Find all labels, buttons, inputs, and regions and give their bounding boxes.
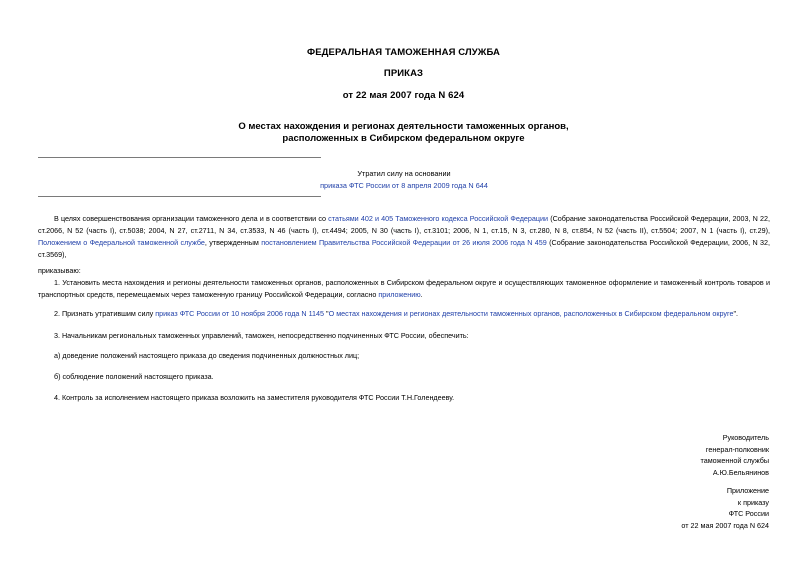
- document-title: [0, 121, 807, 145]
- order-item-3a: а) доведение положений настоящего приказа до сведения подчиненных должностных лиц;: [54, 351, 360, 360]
- item1-text: 1. Установить места нахождения и регионы деятельности таможенных органов, расположенных в Сибирском федеральном округе и осуществляющих таможенное оформление и таможенный контроль товаров и транспортных средств, перемещаемых через таможенную границу Российской Федерации, согласно: [38, 278, 770, 299]
- preamble-paragraph: [38, 213, 770, 261]
- signer-name: А.Ю.Бельянинов: [712, 467, 769, 477]
- top-divider: [38, 157, 321, 158]
- fts-regulation-link[interactable]: Положением о Федеральной таможенной службе: [38, 238, 205, 247]
- title-line-2: расположенных в Сибирском федеральном округе: [282, 133, 525, 144]
- signer-service: таможенной службы: [700, 456, 769, 465]
- appendix-reference: [569, 485, 769, 531]
- item1-end: .: [420, 290, 423, 299]
- customs-code-link[interactable]: статьями 402 и 405 Таможенного кодекса Российской Федерации: [328, 214, 549, 223]
- appendix-date: от 22 мая 2007 года N 624: [681, 520, 769, 530]
- item2-mid: ": [324, 309, 329, 318]
- repealed-order-title-link[interactable]: О местах нахождения и регионах деятельности таможенных органов, расположенных в Сибирском федеральном округе: [328, 309, 734, 318]
- status-note: [318, 168, 490, 192]
- preamble-text-4: (Собрание законодательства Российской Федерации, 2006, N 32, ст.3569),: [38, 238, 770, 259]
- signer-position: Руководитель: [722, 433, 769, 442]
- appendix-link[interactable]: приложению: [378, 290, 421, 299]
- preamble-text-3: , утвержденным: [204, 238, 262, 247]
- appendix-label: Приложение: [726, 486, 769, 495]
- appendix-agency: ФТС России: [728, 509, 769, 518]
- item2-end: ".: [733, 309, 739, 318]
- order-item-4: 4. Контроль за исполнением настоящего приказа возложить на заместителя руководителя ФТС России Т.Н.Голендееву.: [54, 393, 455, 402]
- doc-type-heading: ПРИКАЗ: [383, 68, 424, 79]
- bottom-divider: [38, 196, 321, 197]
- repeal-order-link[interactable]: приказа ФТС России от 8 апреля 2009 года N 644: [320, 181, 488, 190]
- order-word: приказываю:: [38, 266, 81, 275]
- repealed-order-link[interactable]: приказ ФТС России от 10 ноября 2006 года N 1145: [155, 309, 325, 318]
- title-line-1: О местах нахождения и регионах деятельности таможенных органов,: [238, 121, 569, 132]
- item2-text: 2. Признать утратившим силу: [54, 309, 156, 318]
- doc-date-number: от 22 мая 2007 года N 624: [342, 90, 465, 101]
- signer-rank: генерал-полковник: [705, 444, 769, 454]
- appendix-to-order: к приказу: [737, 497, 769, 507]
- signature-block: [569, 432, 769, 478]
- preamble-text-2: (Собрание законодательства Российской Федерации, 2003, N 22, ст.2066, N 52 (часть I), ст.5038; 2004, N 27, ст.2711, N 34, ст.3533, N 46 (часть I), ст.4494; 2005, N 30 (часть I), ст.3101; 2006, N 1, ст.15, N 3, ст.280, N 8, ст.854, N 52 (часть II), ст.5504; 2007, N 1 (часть I), ст.29),: [38, 214, 770, 235]
- order-item-3: 3. Начальникам региональных таможенных управлений, таможен, непосредственно подчиненных ФТС России, обеспечить:: [54, 331, 469, 340]
- government-decree-link[interactable]: постановлением Правительства Российской Федерации от 26 июля 2006 года N 459: [261, 238, 547, 247]
- preamble-text-1: В целях совершенствования организации таможенного дела и в соответствии со: [54, 214, 329, 223]
- order-item-1: [38, 277, 770, 301]
- agency-heading: ФЕДЕРАЛЬНАЯ ТАМОЖЕННАЯ СЛУЖБА: [307, 47, 500, 58]
- order-item-3b: б) соблюдение положений настоящего приказа.: [54, 372, 214, 381]
- order-item-2: [38, 308, 770, 320]
- status-note-text: Утратил силу на основании: [357, 169, 451, 178]
